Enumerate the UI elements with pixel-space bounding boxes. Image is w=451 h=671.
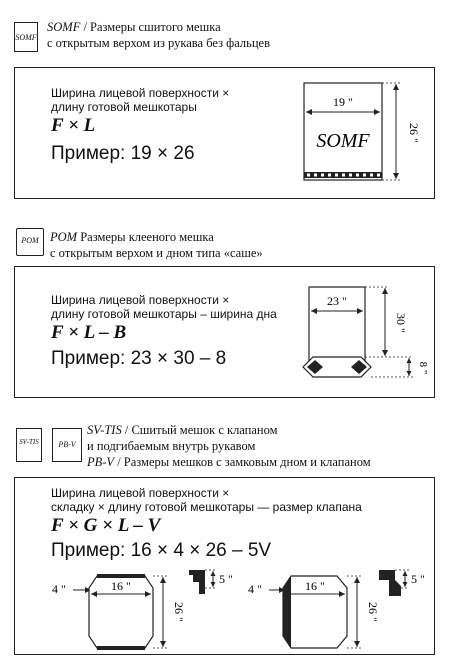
sv-tis-valve-detail bbox=[189, 570, 217, 594]
pb-v-height-label: 26 " bbox=[366, 602, 380, 622]
section-2-panel bbox=[14, 266, 435, 398]
section-2-title-line2: с открытым верхом и дном типа «саше» bbox=[50, 246, 263, 260]
section-3-desc-line1: Ширина лицевой поверхности × bbox=[51, 486, 230, 500]
section-2-title-rest: Размеры клееного мешка bbox=[77, 230, 214, 244]
sv-tis-valve-label: 5 " bbox=[219, 572, 233, 586]
pom-icon-label: POM bbox=[21, 236, 39, 245]
section-1-example: Пример: 19 × 26 bbox=[51, 143, 195, 164]
section-2-formula: F × L – B bbox=[51, 322, 127, 343]
section-2-desc-line2: длину готовой мешкотары – ширина дна bbox=[51, 307, 277, 321]
section-1-title bbox=[47, 19, 437, 51]
section-3-title-rest: / Сшитый мешок с клапаном bbox=[121, 423, 278, 437]
pb-v-icon-label: PB-V bbox=[58, 440, 76, 449]
section-2-code: POM bbox=[50, 230, 78, 244]
section-3-panel bbox=[14, 477, 435, 655]
somf-icon bbox=[14, 22, 38, 52]
sv-tis-width-label: 16 " bbox=[111, 579, 131, 593]
section-1-desc-line1: Ширина лицевой поверхности × bbox=[51, 86, 230, 100]
section-3-title bbox=[87, 422, 442, 470]
section-3-formula: F × G × L – V bbox=[51, 515, 161, 536]
sv-tis-gusset-label: 4 " bbox=[52, 582, 66, 596]
section-3-example: Пример: 16 × 4 × 26 – 5V bbox=[51, 540, 272, 561]
somf-icon-label: SOMF bbox=[15, 33, 37, 42]
pb-v-width-label: 16 " bbox=[305, 579, 325, 593]
somf-bag-diagram bbox=[290, 78, 430, 190]
pb-v-gusset-label: 4 " bbox=[248, 582, 262, 596]
pom-height-label: 30 " bbox=[394, 313, 408, 333]
section-1-desc-line2: длину готовой мешкотары bbox=[51, 100, 197, 114]
section-3-title-rest2: / Размеры мешков с замковым дном и клапаном bbox=[114, 455, 371, 469]
section-3-desc bbox=[51, 486, 362, 514]
pom-bag-diagram bbox=[293, 281, 431, 387]
pom-icon bbox=[16, 228, 44, 256]
section-2-title bbox=[50, 229, 430, 261]
somf-bag-label: SOMF bbox=[316, 130, 370, 152]
section-1-formula: F × L bbox=[51, 115, 96, 136]
pb-v-valve-label: 5 " bbox=[411, 572, 425, 586]
pb-v-icon bbox=[52, 428, 82, 462]
pom-bottom-label: 8 " bbox=[417, 361, 429, 375]
sv-tis-bag-diagram bbox=[43, 566, 239, 652]
pb-v-bag-diagram bbox=[239, 566, 431, 652]
section-3-code2: PB-V bbox=[87, 455, 115, 469]
section-1-title-line2: с открытым верхом из рукава без фальцев bbox=[47, 36, 271, 50]
section-2-example: Пример: 23 × 30 – 8 bbox=[51, 348, 227, 369]
section-3-code: SV-TIS bbox=[87, 423, 122, 437]
section-1-panel bbox=[14, 67, 435, 199]
somf-height-label: 26 " bbox=[407, 123, 421, 143]
section-2-desc bbox=[51, 293, 277, 321]
section-1-title-rest: / Размеры сшитого мешка bbox=[80, 20, 221, 34]
section-1-desc bbox=[51, 86, 229, 114]
pb-v-valve-detail bbox=[379, 570, 409, 596]
pom-width-label: 23 " bbox=[327, 294, 347, 308]
sv-tis-icon-label: SV-TIS bbox=[19, 438, 39, 446]
sv-tis-height-label: 26 " bbox=[172, 602, 186, 622]
section-3-desc-line2: складку × длину готовой мешкотары — размер клапана bbox=[51, 500, 362, 514]
sv-tis-icon bbox=[16, 428, 42, 462]
section-3-title-line2: и подгибаемым внутрь рукавом bbox=[87, 439, 256, 453]
somf-width-label: 19 " bbox=[333, 95, 353, 109]
section-2-desc-line1: Ширина лицевой поверхности × bbox=[51, 293, 230, 307]
section-1-code: SOMF bbox=[47, 20, 81, 34]
